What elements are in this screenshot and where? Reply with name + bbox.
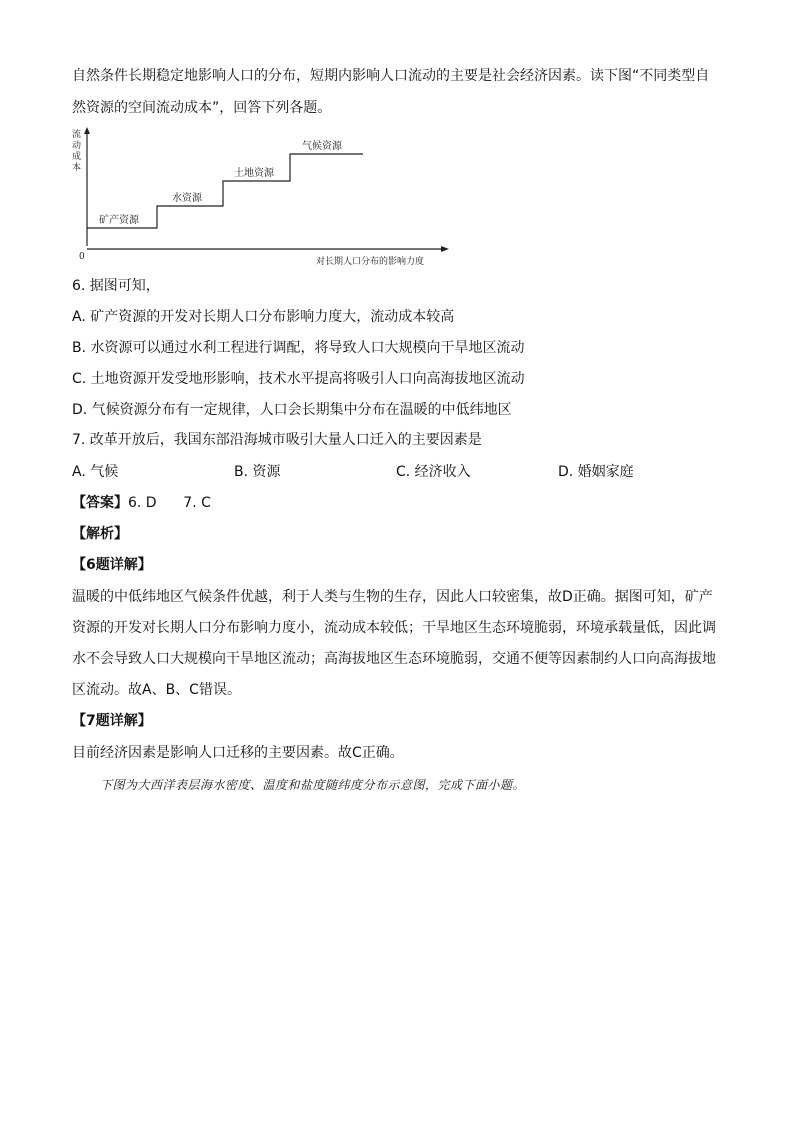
detail6-line-3: 水不会导致人口大规模向干旱地区流动；高海拔地区生态环境脆弱，交通不便等因素制约人口向高海拔地 [72, 651, 716, 667]
detail7-label: 【7题详解】 [72, 713, 152, 729]
intro-line-2: 然资源的空间流动成本”，回答下列各题。 [72, 100, 332, 116]
resource-flow-cost-figure [66, 124, 456, 269]
next-question-intro: 下图为大西洋表层海水密度、温度和盐度随纬度分布示意图，完成下面小题。 [100, 778, 526, 792]
detail6-line-2: 资源的开发对长期人口分布影响力度小，流动成本较低；干旱地区生态环境脆弱，环境承载量低，因此调 [72, 620, 716, 636]
detail6-line-4: 区流动。故A、B、C错误。 [72, 682, 241, 698]
q6-stem: 6. 据图可知， [72, 278, 160, 294]
q6-option-d: D. 气候资源分布有一定规律，人口会长期集中分布在温暖的中低纬地区 [72, 402, 512, 418]
q6-option-c: C. 土地资源开发受地形影响，技术水平提高将吸引人口向高海拔地区流动 [72, 371, 525, 387]
answer-label: 【答案】 [72, 495, 128, 511]
origin-label: 0 [79, 252, 85, 262]
q7-stem: 7. 改革开放后，我国东部沿海城市吸引大量人口迁入的主要因素是 [72, 432, 482, 448]
step-label-water: 水资源 [172, 193, 202, 204]
analysis-label: 【解析】 [72, 526, 128, 542]
q7-option-a: A. 气候 [72, 464, 119, 480]
intro-line-1: 自然条件长期稳定地影响人口的分布，短期内影响人口流动的主要是社会经济因素。读下图“不同类型自 [72, 68, 710, 84]
step-label-mineral: 矿产资源 [99, 215, 139, 226]
y-axis-arrow [84, 127, 90, 134]
y-axis-label-char: 流 [72, 130, 82, 140]
y-axis-label-char: 成 [72, 152, 82, 162]
detail6-label: 【6题详解】 [72, 557, 152, 573]
y-axis-label-char: 本 [72, 163, 82, 173]
answer-row [72, 493, 732, 513]
q7-option-d: D. 婚姻家庭 [558, 464, 634, 480]
q6-option-a: A. 矿产资源的开发对长期人口分布影响力度大，流动成本较高 [72, 309, 455, 325]
q6-option-b: B. 水资源可以通过水利工程进行调配，将导致人口大规模向干旱地区流动 [72, 340, 525, 356]
answer-text: 6. D 7. C [128, 495, 211, 511]
x-axis-label: 对长期人口分布的影响力度 [316, 257, 425, 267]
step-label-land: 土地资源 [234, 168, 274, 179]
detail7-text: 目前经济因素是影响人口迁移的主要因素。故C正确。 [72, 745, 404, 761]
step-label-climate: 气候资源 [302, 141, 342, 152]
detail6-line-1: 温暖的中低纬地区气候条件优越，利于人类与生物的生存，因此人口较密集，故D正确。据图可知，矿产 [72, 589, 713, 605]
q7-option-b: B. 资源 [234, 464, 281, 480]
x-axis-arrow [441, 246, 449, 252]
q7-option-c: C. 经济收入 [396, 464, 471, 480]
y-axis-label-char: 动 [72, 141, 82, 151]
